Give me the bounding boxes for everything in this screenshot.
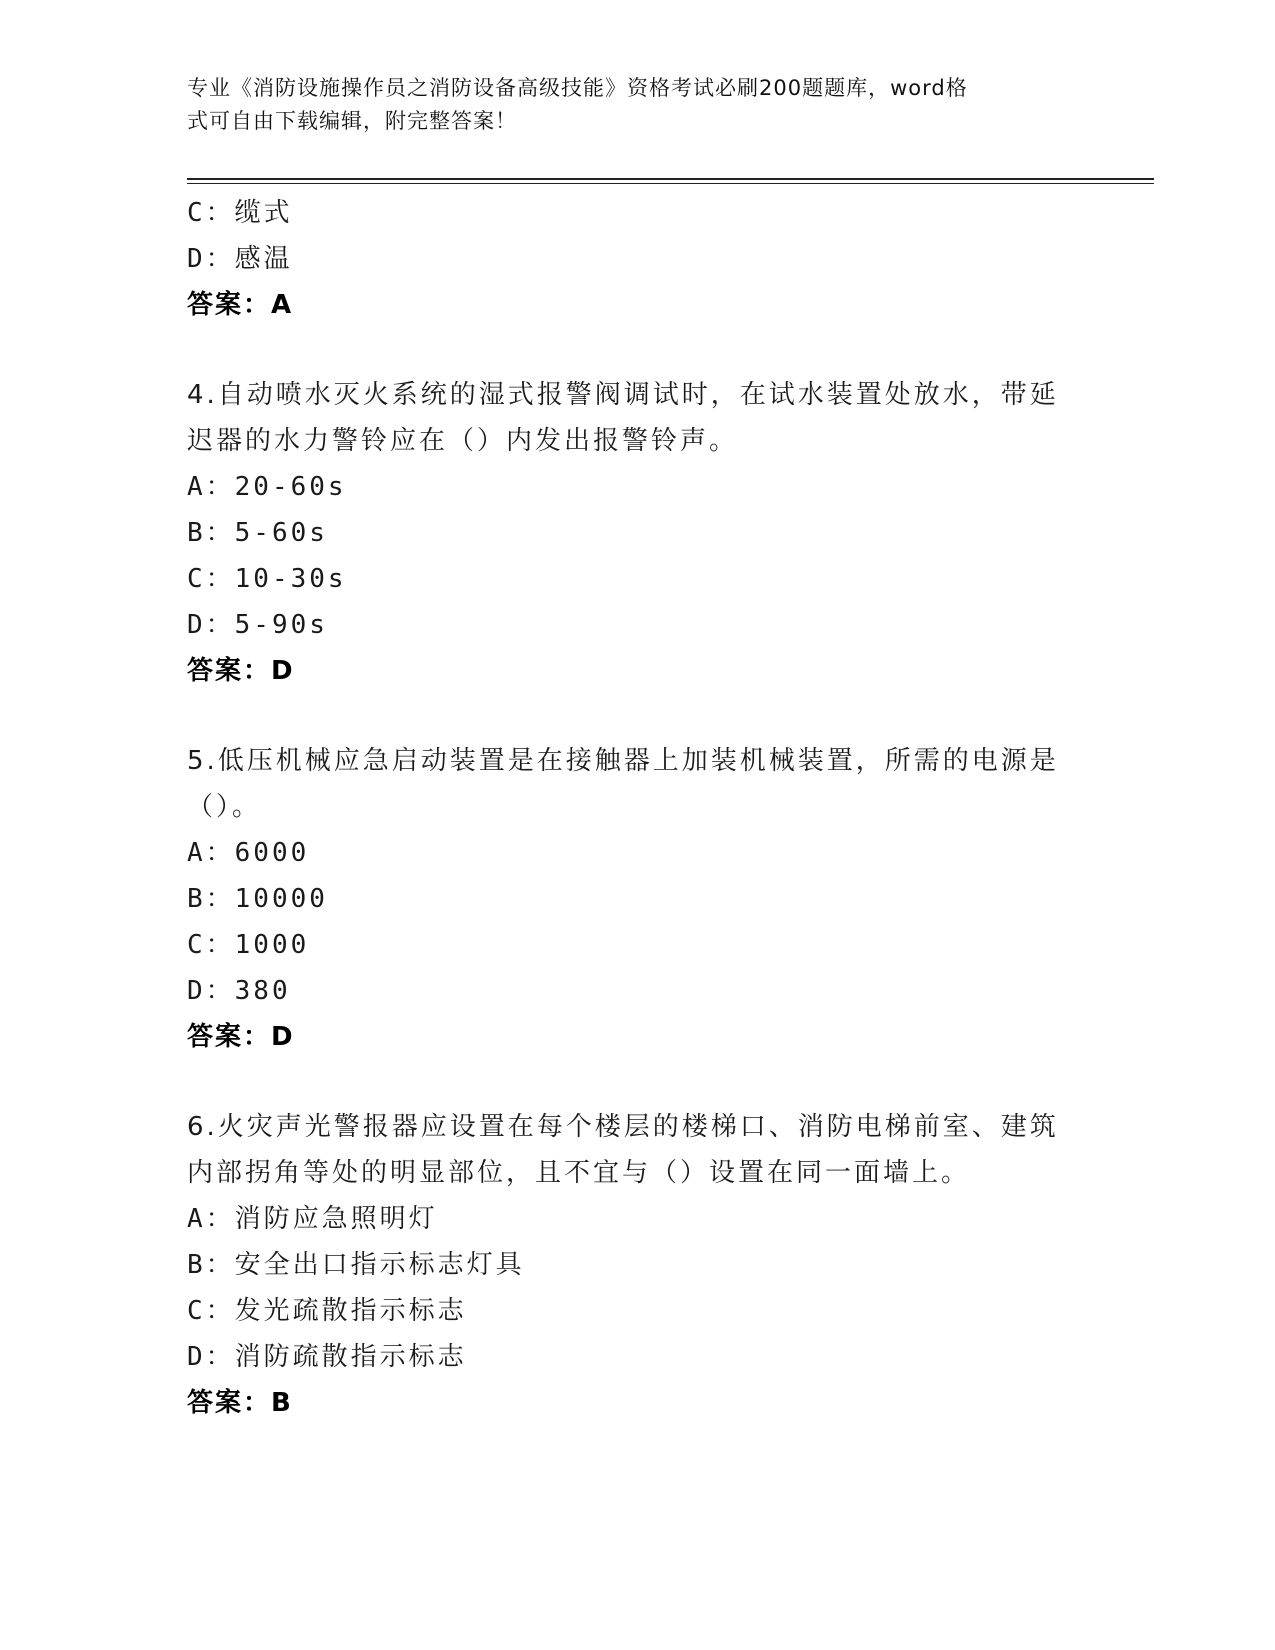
option-text: 消防应急照明灯 — [234, 1204, 438, 1234]
option-text: 1000 — [234, 930, 310, 960]
question-3-tail — [187, 190, 1087, 328]
option-text: 安全出口指示标志灯具 — [234, 1250, 525, 1280]
option-text: 5-60s — [234, 518, 328, 548]
header-divider-thick — [187, 178, 1154, 180]
option-key: C： — [187, 1296, 235, 1326]
option-text: 缆式 — [234, 198, 293, 228]
header-divider-thin — [187, 183, 1154, 184]
option-key: B： — [187, 1250, 235, 1280]
option-d — [187, 236, 1087, 282]
option-key: A： — [187, 1204, 235, 1234]
option-c — [187, 556, 1087, 602]
option-text: 5-90s — [234, 610, 328, 640]
header-line-1: 专业《消防设施操作员之消防设备高级技能》资格考试必刷200题题库，word格 — [187, 76, 968, 100]
option-text: 发光疏散指示标志 — [234, 1296, 467, 1326]
option-c — [187, 1288, 1087, 1334]
question-4 — [187, 372, 1087, 694]
option-key: D： — [187, 1342, 235, 1372]
option-b — [187, 1242, 1087, 1288]
header-line-2: 式可自由下载编辑，附完整答案！ — [187, 109, 517, 133]
answer-line: 答案：B — [187, 1388, 293, 1418]
option-text: 6000 — [234, 838, 310, 868]
option-text: 消防疏散指示标志 — [234, 1342, 467, 1372]
option-key: A： — [187, 838, 235, 868]
question-text-line-2: （）。 — [187, 792, 262, 822]
option-text: 10000 — [234, 884, 328, 914]
question-text — [187, 1104, 1067, 1196]
spacer — [187, 1060, 1087, 1104]
question-text-line-1: 5.低压机械应急启动装置是在接触器上加装机械装置，所需的电源是 — [187, 746, 1059, 776]
option-key: D： — [187, 610, 235, 640]
question-6 — [187, 1104, 1087, 1426]
question-text-line-1: 6.火灾声光警报器应设置在每个楼层的楼梯口、消防电梯前室、建筑 — [187, 1112, 1059, 1142]
question-list — [187, 190, 1087, 1426]
option-text: 20-60s — [234, 472, 347, 502]
option-key: C： — [187, 930, 235, 960]
option-a — [187, 1196, 1087, 1242]
option-b — [187, 510, 1087, 556]
option-a — [187, 830, 1087, 876]
option-key: A： — [187, 472, 235, 502]
spacer — [187, 694, 1087, 738]
question-text — [187, 738, 1067, 830]
option-text: 10-30s — [234, 564, 347, 594]
answer-line: 答案：A — [187, 290, 294, 320]
answer-line: 答案：D — [187, 1022, 295, 1052]
document-header — [187, 72, 1067, 138]
spacer — [187, 328, 1087, 372]
option-c — [187, 190, 1087, 236]
question-text-line-2: 迟器的水力警铃应在（）内发出报警铃声。 — [187, 426, 739, 456]
option-key: C： — [187, 198, 235, 228]
question-text — [187, 372, 1067, 464]
option-key: D： — [187, 244, 235, 274]
option-b — [187, 876, 1087, 922]
option-key: C： — [187, 564, 235, 594]
option-a — [187, 464, 1087, 510]
option-d — [187, 1334, 1087, 1380]
option-key: B： — [187, 518, 235, 548]
option-d — [187, 602, 1087, 648]
option-key: B： — [187, 884, 235, 914]
option-text: 感温 — [234, 244, 293, 274]
option-key: D： — [187, 976, 235, 1006]
answer-line: 答案：D — [187, 656, 295, 686]
option-text: 380 — [234, 976, 291, 1006]
option-c — [187, 922, 1087, 968]
question-5 — [187, 738, 1087, 1060]
question-text-line-2: 内部拐角等处的明显部位，且不宜与（）设置在同一面墙上。 — [187, 1158, 971, 1188]
question-text-line-1: 4.自动喷水灭火系统的湿式报警阀调试时，在试水装置处放水，带延 — [187, 380, 1059, 410]
option-d — [187, 968, 1087, 1014]
